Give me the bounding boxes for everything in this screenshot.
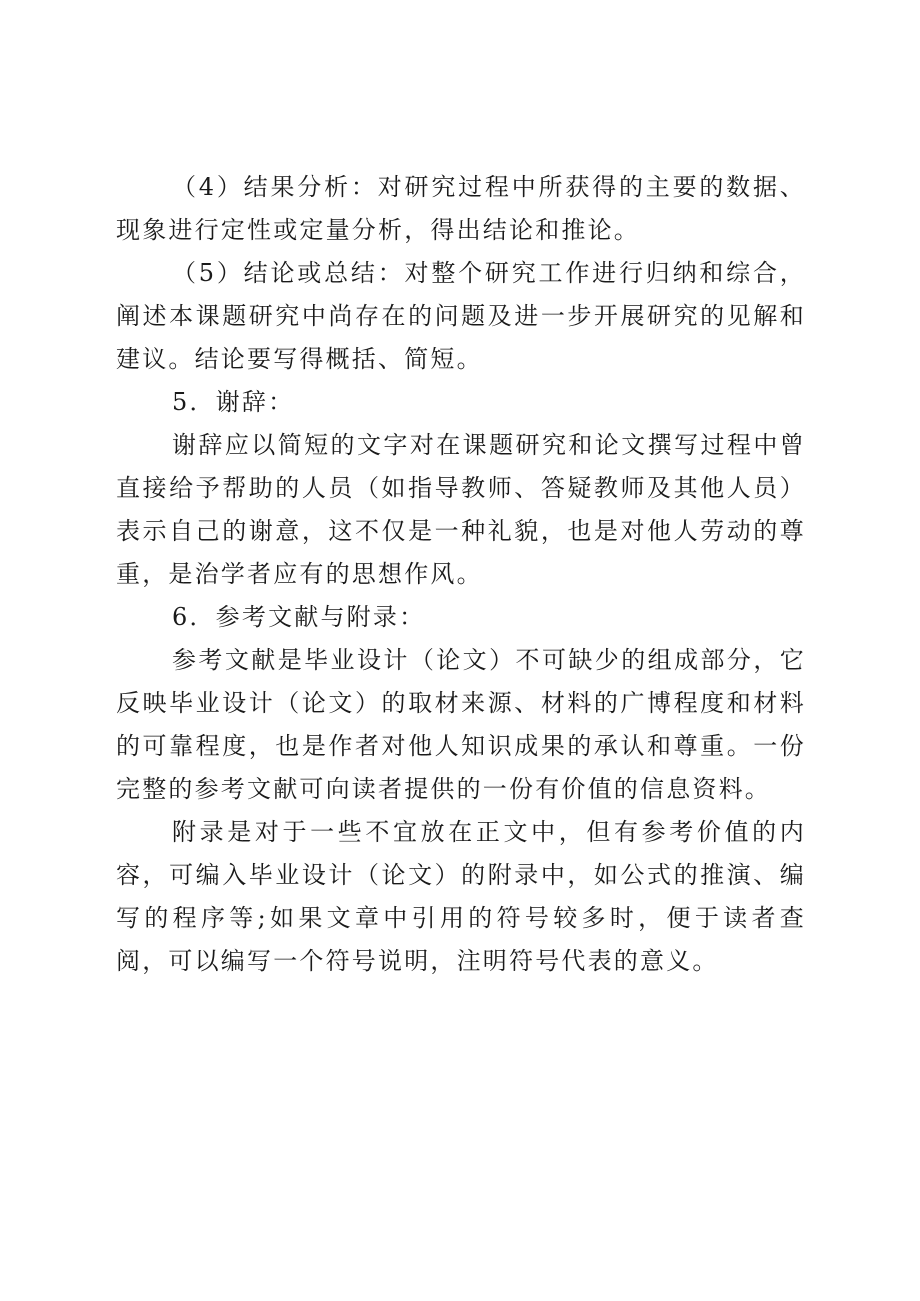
document-body [116, 166, 806, 983]
paragraph-appendix: 附录是对于一些不宜放在正文中，但有参考价值的内容，可编入毕业设计（论文）的附录中，如公式的推演、编写的程序等;如果文章中引用的符号较多时，便于读者查阅，可以编写一个符号说明，注明符号代表的意义。 [116, 818, 806, 975]
paragraph-references: 参考文献是毕业设计（论文）不可缺少的组成部分，它反映毕业设计（论文）的取材来源、材料的广博程度和材料的可靠程度，也是作者对他人知识成果的承认和尊重。一份完整的参考文献可向读者提供的一份有价值的信息资料。 [116, 646, 806, 803]
paragraph-result-analysis: （4）结果分析：对研究过程中所获得的主要的数据、现象进行定性或定量分析，得出结论和推论。 [116, 173, 806, 244]
paragraph-conclusion: （5）结论或总结：对整个研究工作进行归纳和综合，阐述本课题研究中尚存在的问题及进一步开展研究的见解和建议。结论要写得概括、简短。 [116, 259, 806, 373]
section-heading-references-appendix: 6．参考文献与附录： [172, 603, 426, 631]
paragraph-acknowledgements: 谢辞应以简短的文字对在课题研究和论文撰写过程中曾直接给予帮助的人员（如指导教师、答疑教师及其他人员）表示自己的谢意，这不仅是一种礼貌，也是对他人劳动的尊重，是治学者应有的思想作风。 [116, 431, 806, 588]
section-heading-acknowledgements: 5．谢辞： [172, 388, 295, 416]
